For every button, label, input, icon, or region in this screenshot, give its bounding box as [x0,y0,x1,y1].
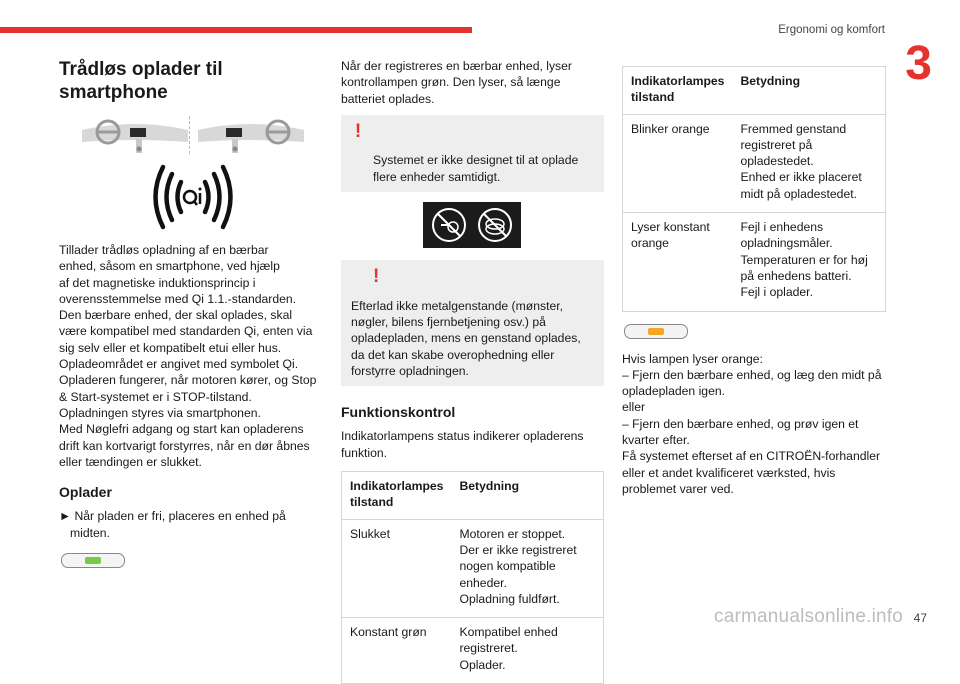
column-1 [59,58,321,580]
metal-objects-image [341,202,604,252]
qi-wireless-charging-icon [143,164,243,230]
status-table-2 [622,66,886,312]
table-header-row [342,472,604,520]
charger-step: ► Når pladen er fri, placeres en enhed på midten. [59,509,286,540]
detect-text: Når der registreres en bærbar enhed, lyser kontrollampen grøn. Den lyser, så længe batteriet oplades. [341,59,572,106]
orange-instructions: Hvis lampen lyser orange: – Fjern den bærbare enhed, og læg den midt på opladepladen igen. eller – Fjern den bærbare enhed, og prøv igen et kvarter efter. Få systemet efterset af en CITROËN-forhandler eller et andet kvalificeret værksted, hvis problemet varer ved. [622,351,882,496]
charger-heading: Oplader [59,484,112,501]
chapter-number: 3 [905,37,932,90]
warning-2-text: Efterlad ikke metalgenstande (mønster, nøgler, bilens fjernbetjening osv.) på opladepladen, mens en genstand oplades, da det kan skabe overophedning eller forstyrre opladningen. [351,298,581,378]
right-hand-drive-dashboard-icon [196,116,306,156]
page-title: Trådløs oplader til smartphone [59,59,223,103]
header-red-bar [0,27,472,33]
function-text: Indikatorlampens status indikerer opladerens funktion. [341,429,584,460]
metal-objects-icon-panel [423,202,521,248]
intro-text: Tillader trådløs opladning af en bærbar enhed, såsom en smartphone, ved hjælp af det magnetiske induktionsprincip i overensstemmelse med Qi 1.1.-standarden. Den bærbare enhed, der skal oplades, skal være kompatibel med standarden Qi, enten via sig selv eller et kompatibelt etui eller hus. Opladeområdet er angivet med symbolet Qi. Opladeren fungerer, når motoren kører, og Stop & Start-systemet er i STOP-tilstand. Opladningen styres via smartphonen. Med Nøglefri adgang og start kan opladerens drift kan kortvarigt forstyrres, når en dør åbnes eller tændingen er slukket. [59,243,317,469]
table-header-row [623,67,886,115]
table-header-meaning: Betydning [740,74,801,88]
warning-icon: ! [373,266,380,288]
table-cell-state: Slukket [342,519,452,617]
page-number: 47 [913,611,927,625]
indicator-lamp-orange-icon [624,324,688,339]
section-title: Ergonomi og komfort [778,24,885,36]
image-divider [189,116,191,154]
column-3 [622,66,886,497]
table-cell-state: Lyser konstant orange [623,213,733,311]
warning-box-1 [341,115,604,192]
table-cell-meaning: Fremmed genstand registreret på opladestedet. Enhed er ikke placeret midt på opladestedet. [732,114,885,212]
table-cell-state: Blinker orange [623,114,733,212]
table-cell-meaning: Fejl i enhedens opladningsmåler. Temperaturen er for høj på enhedens batteri. Fejl i oplader. [732,213,885,311]
function-heading: Funktionskontrol [341,404,456,421]
warning-box-2 [341,260,604,386]
column-2 [341,58,604,684]
table-row [342,618,604,684]
qi-symbol [59,164,321,234]
warning-icon: ! [354,120,362,142]
watermark: carmanualsonline.info [714,606,904,627]
table-row [623,213,886,311]
table-cell-meaning: Kompatibel enhed registreret. Oplader. [451,618,603,684]
table-header-meaning: Betydning [459,479,520,494]
status-table-1 [341,471,604,684]
left-hand-drive-dashboard-icon [80,116,190,156]
no-keys-icon [475,205,515,245]
table-cell-meaning: Motoren er stoppet. Der er ikke registreret nogen kompatible enheder. Opladning fuldført. [451,519,603,617]
warning-1-text: Systemet er ikke designet til at oplade flere enheder samtidigt. [373,153,579,184]
table-row [623,114,886,212]
table-cell-state: Konstant grøn [342,618,452,684]
indicator-lamp-green-icon [61,553,125,568]
table-header-state: Indikatorlampes tilstand [350,479,444,510]
dashboard-images [59,116,321,160]
no-coins-icon [429,205,469,245]
table-row [342,519,604,617]
table-header-state: Indikatorlampes tilstand [631,74,725,105]
